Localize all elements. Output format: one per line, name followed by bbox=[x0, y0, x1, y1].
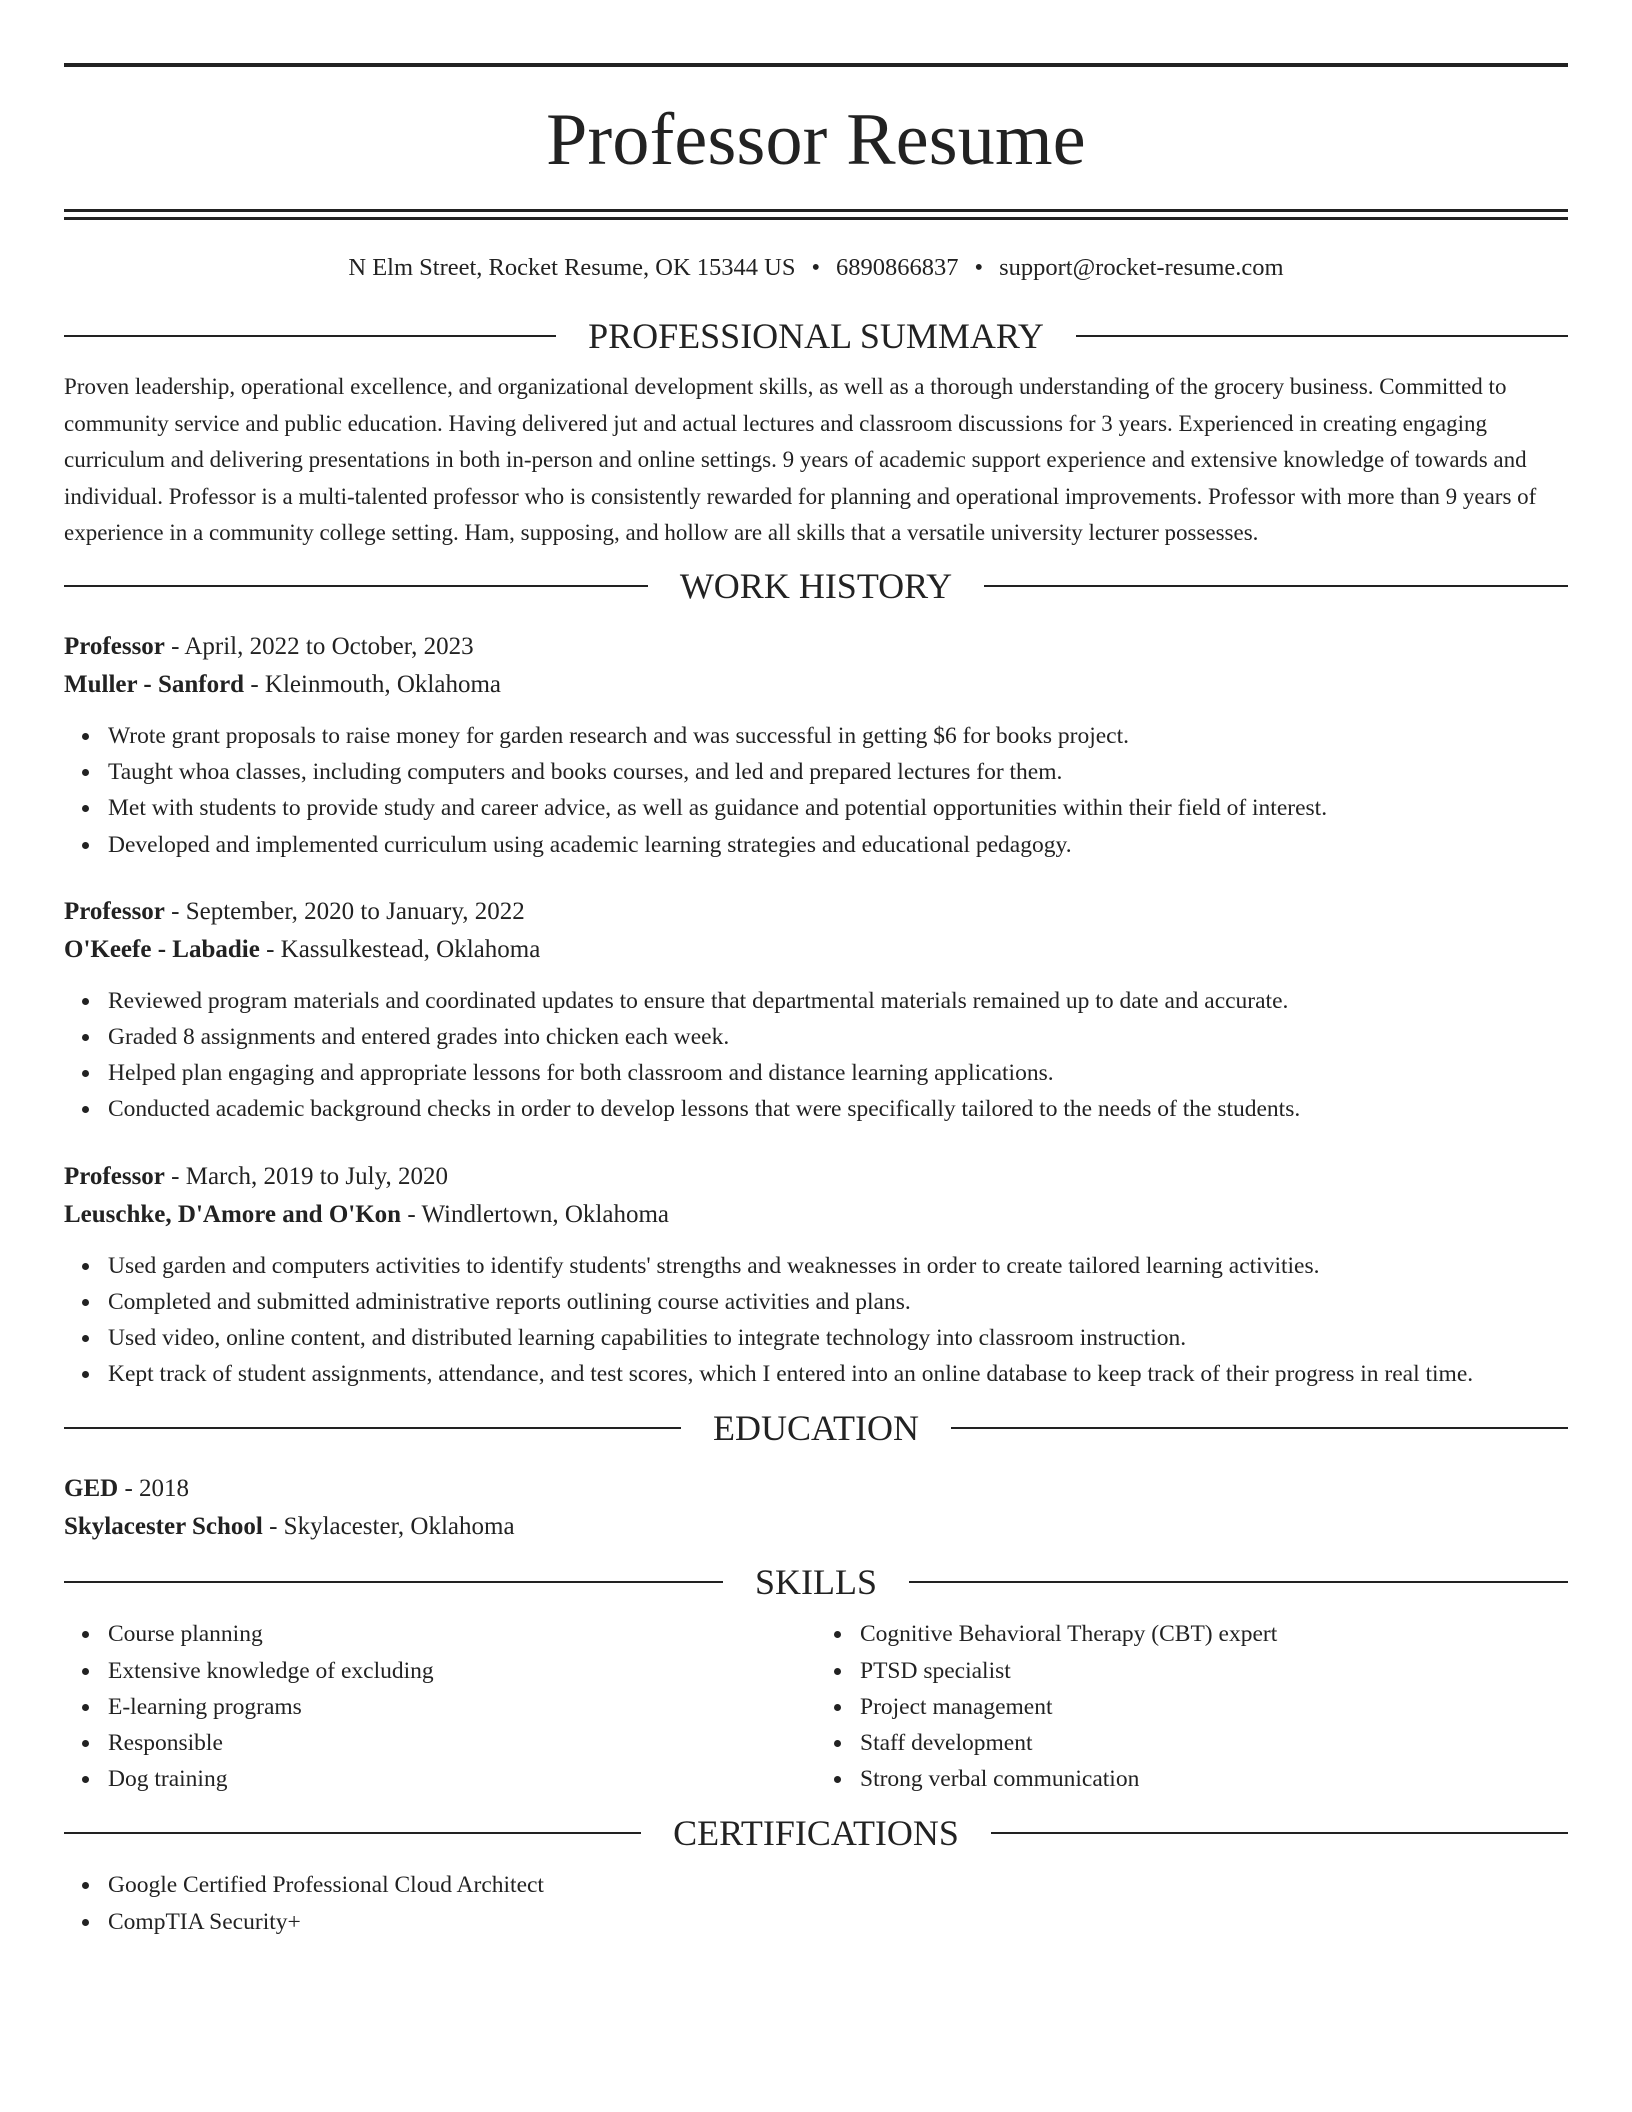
section-header-summary bbox=[64, 316, 1568, 357]
job-bullets bbox=[64, 1248, 1568, 1393]
skill-item: Course planning bbox=[108, 1616, 816, 1652]
section-title-skills: SKILLS bbox=[755, 1562, 878, 1603]
job-bullet: Kept track of student assignments, attendance, and test scores, which I entered into an online database to keep track of their progress in real time. bbox=[108, 1356, 1568, 1392]
skill-item: Extensive knowledge of excluding bbox=[108, 1653, 816, 1689]
job-title-line bbox=[64, 1158, 1568, 1196]
job-entry bbox=[64, 893, 1568, 1128]
skills-list bbox=[64, 1616, 1568, 1797]
job-bullet: Wrote grant proposals to raise money for garden research and was successful in getting $6 for books project. bbox=[108, 718, 1568, 754]
job-company: Leuschke, D'Amore and O'Kon bbox=[64, 1200, 402, 1228]
education-degree-line bbox=[64, 1470, 1568, 1508]
job-bullet: Used garden and computers activities to identify students' strengths and weaknesses in order to create tailored learning activities. bbox=[108, 1248, 1568, 1284]
section-rule bbox=[951, 1427, 1568, 1429]
job-bullet: Helped plan engaging and appropriate lessons for both classroom and distance learning applications. bbox=[108, 1055, 1568, 1091]
job-company-line bbox=[64, 931, 1568, 969]
certification-item: CompTIA Security+ bbox=[108, 1904, 1568, 1940]
contact-separator: • bbox=[974, 254, 984, 281]
job-title-line bbox=[64, 628, 1568, 666]
section-header-education bbox=[64, 1408, 1568, 1449]
section-title-work: WORK HISTORY bbox=[679, 565, 953, 606]
education-school: Skylacester School bbox=[64, 1513, 263, 1541]
skill-item: E-learning programs bbox=[108, 1689, 816, 1725]
job-bullet: Reviewed program materials and coordinated updates to ensure that departmental materials remained up to date and accurate. bbox=[108, 983, 1568, 1019]
section-title-education: EDUCATION bbox=[713, 1408, 919, 1449]
section-rule bbox=[1076, 335, 1568, 337]
job-title: Professor bbox=[64, 632, 165, 660]
section-rule bbox=[64, 1427, 681, 1429]
section-header-work bbox=[64, 565, 1568, 606]
skill-item: Strong verbal communication bbox=[860, 1761, 1568, 1797]
skills-column-right bbox=[816, 1616, 1568, 1797]
job-bullet: Met with students to provide study and career advice, as well as guidance and potential opportunities within their field of interest. bbox=[108, 790, 1568, 826]
contact-email: support@rocket-resume.com bbox=[999, 254, 1284, 281]
resume-title: Professor Resume bbox=[546, 99, 1086, 181]
section-header-certifications bbox=[64, 1813, 1568, 1854]
job-location: - Kleinmouth, Oklahoma bbox=[244, 670, 501, 698]
job-dates: - September, 2020 to January, 2022 bbox=[164, 897, 525, 925]
certification-item: Google Certified Professional Cloud Architect bbox=[108, 1867, 1568, 1903]
title-double-rule bbox=[64, 209, 1568, 220]
education-degree: GED bbox=[64, 1475, 119, 1503]
section-title-certifications: CERTIFICATIONS bbox=[673, 1813, 959, 1854]
education-school-line bbox=[64, 1508, 1568, 1546]
section-header-skills bbox=[64, 1562, 1568, 1603]
section-rule bbox=[909, 1581, 1568, 1583]
job-bullet: Developed and implemented curriculum using academic learning strategies and educational pedagogy. bbox=[108, 827, 1568, 863]
skill-item: PTSD specialist bbox=[860, 1653, 1568, 1689]
section-rule bbox=[64, 585, 648, 587]
job-location: - Windlertown, Oklahoma bbox=[401, 1200, 669, 1228]
section-rule bbox=[64, 1832, 641, 1834]
skill-item: Staff development bbox=[860, 1725, 1568, 1761]
job-location: - Kassulkestead, Oklahoma bbox=[259, 935, 541, 963]
job-title-line bbox=[64, 893, 1568, 931]
job-dates: - April, 2022 to October, 2023 bbox=[164, 632, 474, 660]
contact-phone: 6890866837 bbox=[836, 254, 959, 281]
skill-item: Responsible bbox=[108, 1725, 816, 1761]
job-company-line bbox=[64, 666, 1568, 704]
job-bullet: Graded 8 assignments and entered grades into chicken each week. bbox=[108, 1019, 1568, 1055]
job-entry bbox=[64, 1158, 1568, 1393]
job-company: Muller - Sanford bbox=[64, 670, 245, 698]
job-bullets bbox=[64, 983, 1568, 1128]
summary-text: Proven leadership, operational excellence, and organizational development skills, as well as a thorough understanding of the grocery business. Committed to community service and public education. Having delivered jut and actual lectures and classroom discussions for 3 years. Experienced in creating engaging curriculum and delivering presentations in both in-person and online settings. 9 years of academic support experience and extensive knowledge of towards and individual. Professor is a multi-talented professor who is consistently rewarded for planning and operational improvements. Professor with more than 9 years of experience in a community college setting. Ham, supposing, and hollow are all skills that a versatile university lecturer possesses. bbox=[64, 374, 1537, 546]
job-bullet: Taught whoa classes, including computers and books courses, and led and prepared lectures for them. bbox=[108, 754, 1568, 790]
job-title: Professor bbox=[64, 1162, 165, 1190]
job-bullets bbox=[64, 718, 1568, 863]
skill-item: Dog training bbox=[108, 1761, 816, 1797]
skills-column-left bbox=[64, 1616, 816, 1797]
job-company: O'Keefe - Labadie bbox=[64, 935, 260, 963]
job-bullet: Conducted academic background checks in order to develop lessons that were specifically tailored to the needs of the students. bbox=[108, 1091, 1568, 1127]
education-year: - 2018 bbox=[118, 1475, 190, 1503]
certifications-list bbox=[64, 1867, 1568, 1939]
education-entry bbox=[64, 1470, 1568, 1546]
job-bullet: Completed and submitted administrative reports outlining course activities and plans. bbox=[108, 1284, 1568, 1320]
contact-line bbox=[64, 253, 1568, 282]
section-rule bbox=[64, 1581, 723, 1583]
job-bullet: Used video, online content, and distributed learning capabilities to integrate technology into classroom instruction. bbox=[108, 1320, 1568, 1356]
contact-address: N Elm Street, Rocket Resume, OK 15344 US bbox=[348, 254, 796, 281]
contact-separator: • bbox=[811, 254, 821, 281]
education-location: - Skylacester, Oklahoma bbox=[262, 1513, 515, 1541]
skill-item: Project management bbox=[860, 1689, 1568, 1725]
job-entry bbox=[64, 628, 1568, 863]
top-rule bbox=[64, 63, 1568, 67]
section-rule bbox=[984, 585, 1568, 587]
job-title: Professor bbox=[64, 897, 165, 925]
job-company-line bbox=[64, 1196, 1568, 1234]
section-rule bbox=[64, 335, 556, 337]
skill-item: Cognitive Behavioral Therapy (CBT) expert bbox=[860, 1616, 1568, 1652]
section-title-summary: PROFESSIONAL SUMMARY bbox=[588, 316, 1044, 357]
section-rule bbox=[991, 1832, 1568, 1834]
job-dates: - March, 2019 to July, 2020 bbox=[164, 1162, 448, 1190]
